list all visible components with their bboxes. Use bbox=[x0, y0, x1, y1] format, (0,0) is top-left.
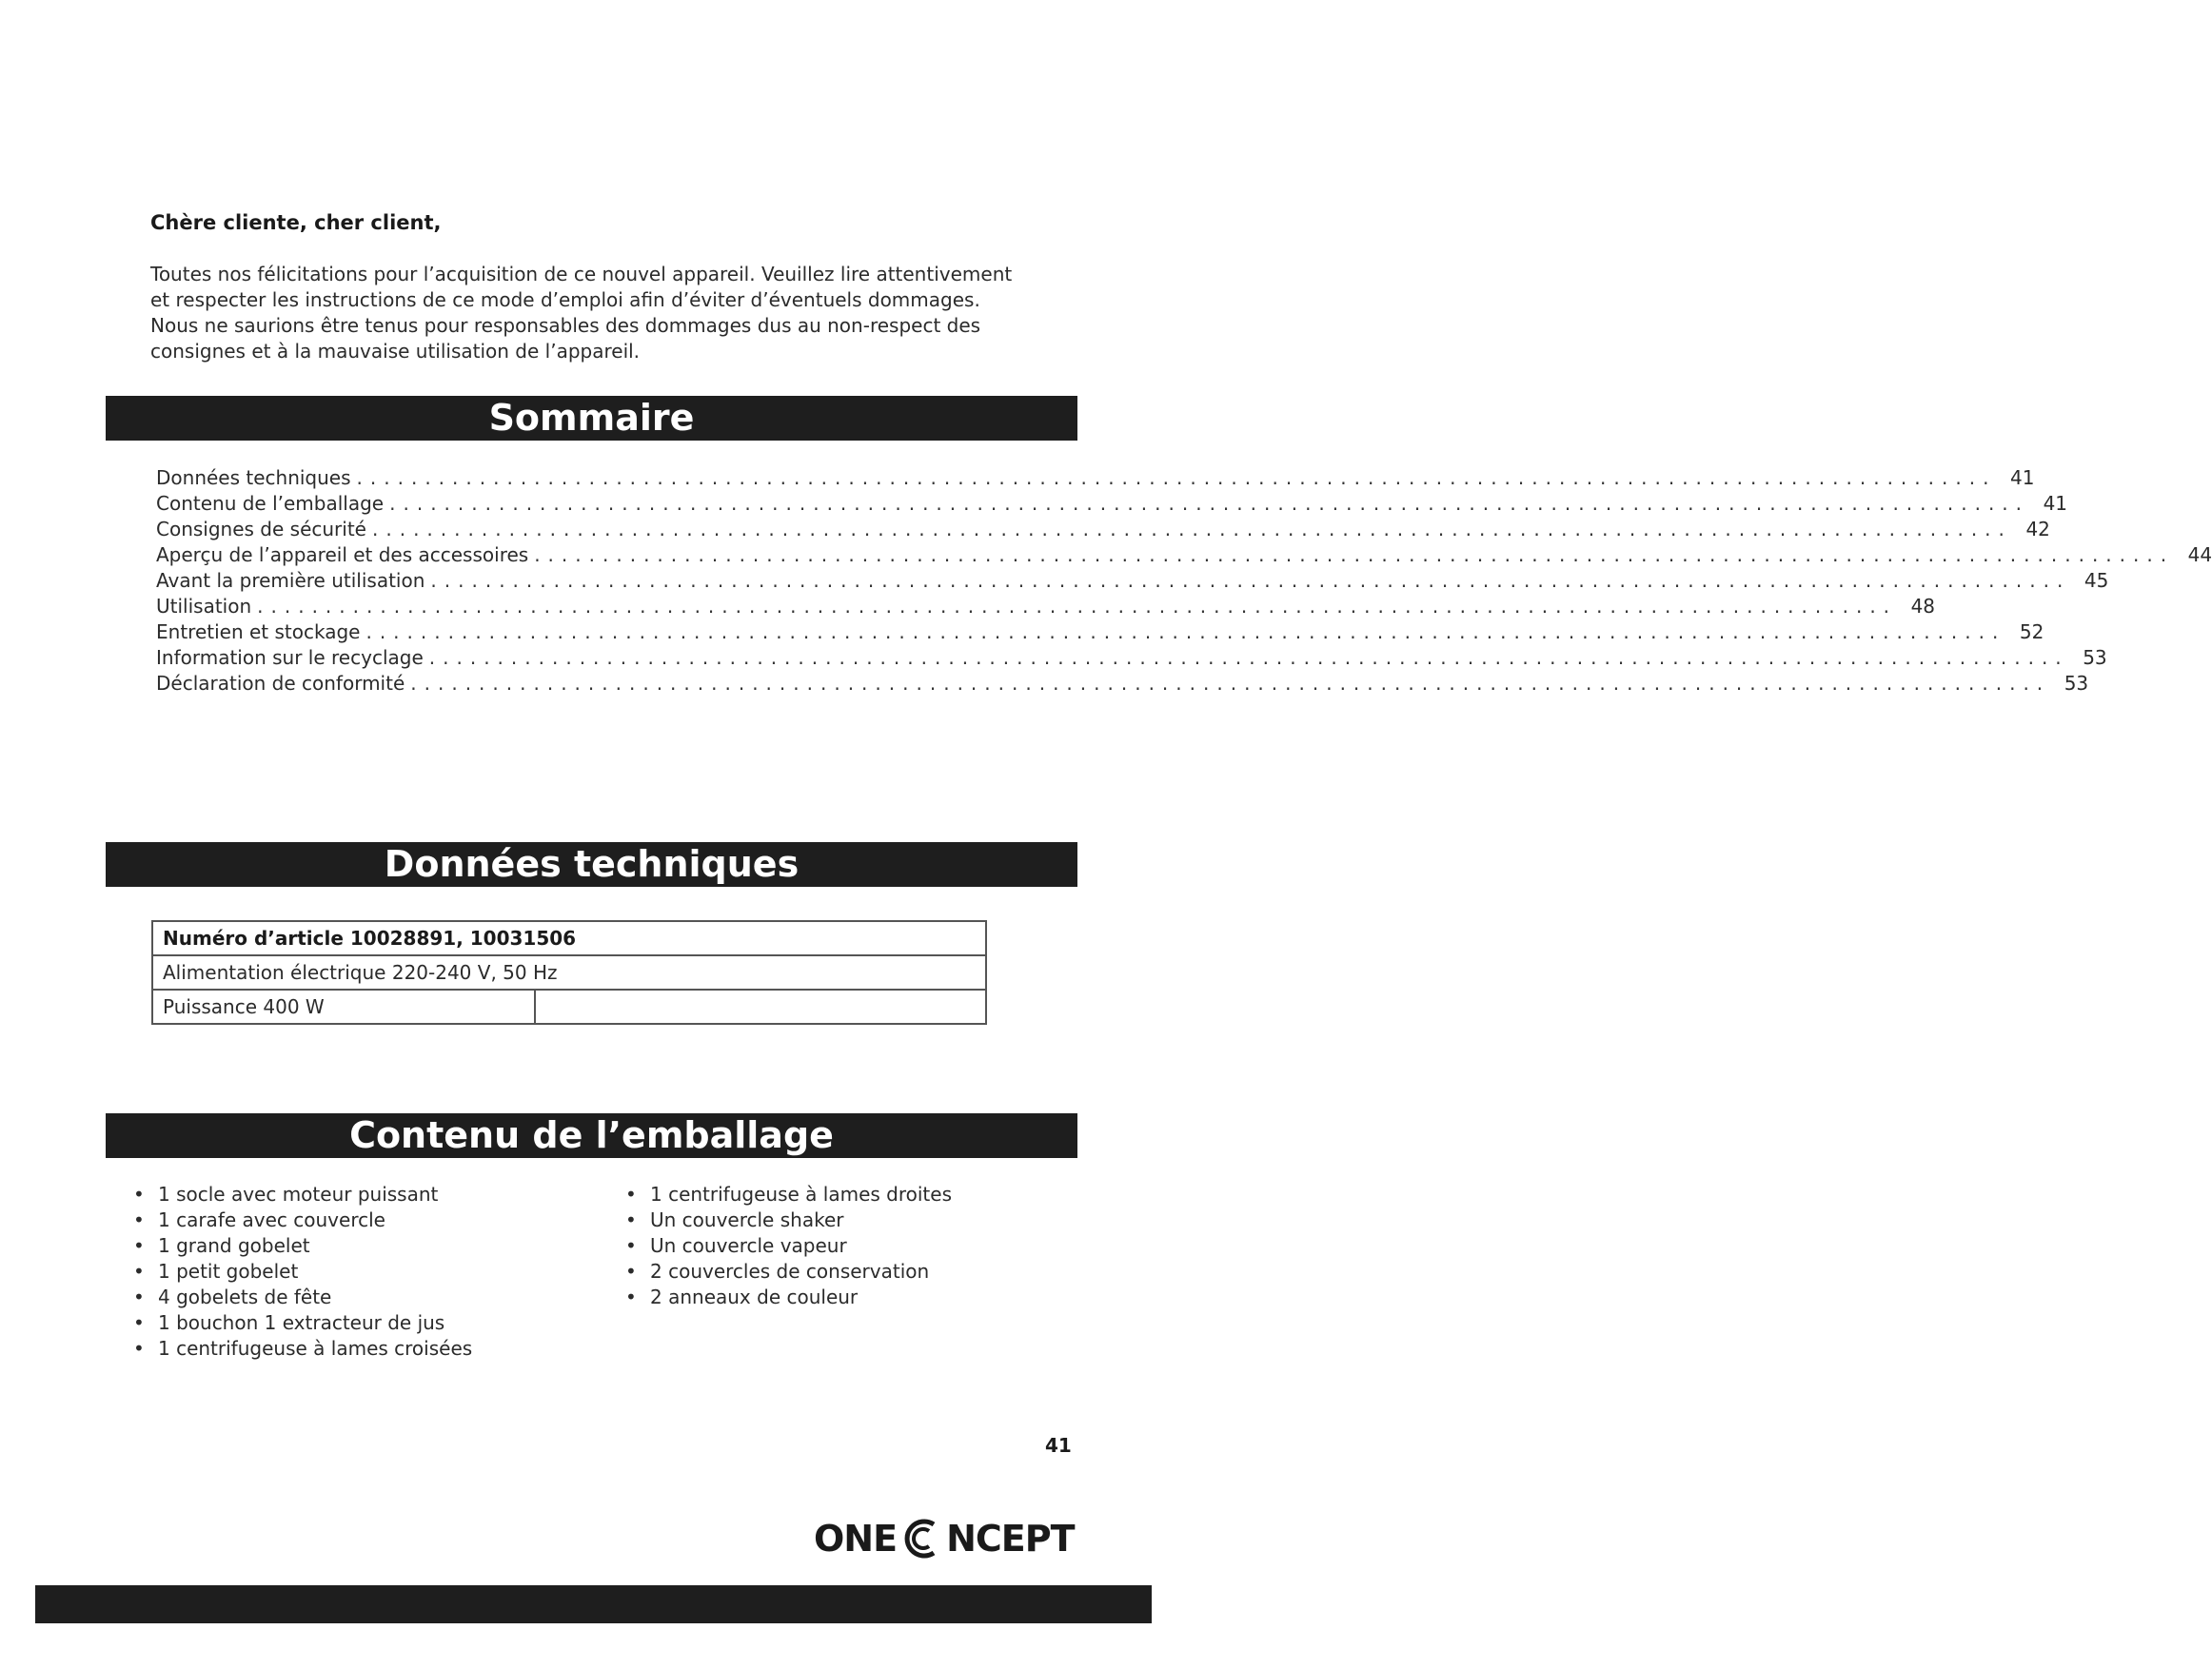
toc-entry[interactable] bbox=[156, 465, 2035, 491]
list-item-text: 1 centrifugeuse à lames croisées bbox=[158, 1337, 473, 1360]
list-item bbox=[133, 1336, 472, 1362]
bullet: • bbox=[625, 1234, 637, 1257]
list-item bbox=[625, 1259, 952, 1285]
list-item bbox=[133, 1310, 472, 1336]
list-item-text: 2 anneaux de couleur bbox=[650, 1286, 859, 1308]
toc-leader: ........................................................................................................................ bbox=[356, 466, 1997, 489]
article-number-cell: Numéro d’article 10028891, 10031506 bbox=[152, 921, 986, 955]
toc-page: 53 bbox=[2083, 646, 2107, 669]
toc-leader: ........................................................................................................................ bbox=[365, 620, 2006, 643]
list-item bbox=[133, 1208, 472, 1233]
bullet: • bbox=[625, 1286, 637, 1308]
bullet: • bbox=[133, 1337, 145, 1360]
contents-heading: Contenu de l’emballage bbox=[106, 1113, 1077, 1158]
intro-line: et respecter les instructions de ce mode d’emploi afin d’éviter d’éventuels dommages. bbox=[150, 288, 980, 311]
table-row bbox=[152, 990, 986, 1024]
bullet: • bbox=[625, 1208, 637, 1231]
bullet: • bbox=[625, 1260, 637, 1283]
toc-entry[interactable] bbox=[156, 645, 2107, 671]
brand-logo bbox=[814, 1515, 1075, 1562]
power-cell: Puissance 400 W bbox=[152, 990, 535, 1024]
intro-line: Toutes nos félicitations pour l’acquisition de ce nouvel appareil. Veuillez lire attentivement bbox=[150, 263, 1013, 285]
toc-leader: ........................................................................................................................ bbox=[410, 672, 2051, 695]
bullet: • bbox=[133, 1234, 145, 1257]
toc-entry[interactable] bbox=[156, 671, 2089, 697]
toc-page: 42 bbox=[2025, 518, 2050, 540]
toc-title: Avant la première utilisation bbox=[156, 569, 425, 592]
toc-title: Information sur le recyclage bbox=[156, 646, 424, 669]
list-item-text: Un couvercle vapeur bbox=[650, 1234, 847, 1257]
toc-entry[interactable] bbox=[156, 491, 2068, 517]
toc-title: Entretien et stockage bbox=[156, 620, 361, 643]
contents-list-right bbox=[625, 1182, 952, 1310]
page-number: 41 bbox=[1045, 1434, 1072, 1457]
list-item bbox=[133, 1233, 472, 1259]
toc-title: Aperçu de l’appareil et des accessoires bbox=[156, 543, 529, 566]
toc-page: 45 bbox=[2084, 569, 2109, 592]
brand-text-part: ONE bbox=[814, 1518, 898, 1560]
empty-cell bbox=[535, 990, 986, 1024]
toc-page: 53 bbox=[2064, 672, 2089, 695]
toc-title: Données techniques bbox=[156, 466, 351, 489]
table-row bbox=[152, 955, 986, 990]
list-item-text: 1 petit gobelet bbox=[158, 1260, 299, 1283]
greeting: Chère cliente, cher client, bbox=[150, 211, 442, 234]
brand-text-part: NCEPT bbox=[946, 1518, 1075, 1560]
footer-bar bbox=[35, 1585, 1152, 1623]
toc-page: 52 bbox=[2019, 620, 2044, 643]
toc-page: 44 bbox=[2187, 543, 2212, 566]
toc-leader: ........................................................................................................................ bbox=[372, 518, 2012, 540]
brand-c-icon bbox=[898, 1515, 945, 1562]
toc-entry[interactable] bbox=[156, 517, 2050, 542]
list-item-text: 2 couvercles de conservation bbox=[650, 1260, 930, 1283]
list-item bbox=[625, 1208, 952, 1233]
bullet: • bbox=[133, 1260, 145, 1283]
list-item-text: 1 bouchon 1 extracteur de jus bbox=[158, 1311, 445, 1334]
list-item bbox=[625, 1182, 952, 1208]
toc-page: 48 bbox=[1910, 595, 1936, 618]
intro-paragraph bbox=[150, 262, 1083, 364]
toc-page: 41 bbox=[2043, 492, 2068, 515]
specs-table bbox=[151, 920, 987, 1025]
list-item-text: 1 carafe avec couvercle bbox=[158, 1208, 385, 1231]
toc-entry[interactable] bbox=[156, 594, 1936, 619]
toc-leader: ........................................................................................................................ bbox=[257, 595, 1898, 618]
toc-leader: ........................................................................................................................ bbox=[534, 543, 2175, 566]
toc-title: Contenu de l’emballage bbox=[156, 492, 385, 515]
toc-page: 41 bbox=[2009, 466, 2035, 489]
bullet: • bbox=[133, 1183, 145, 1206]
toc-leader: ........................................................................................................................ bbox=[428, 646, 2069, 669]
toc-leader: ........................................................................................................................ bbox=[430, 569, 2071, 592]
list-item bbox=[133, 1182, 472, 1208]
summary-heading: Sommaire bbox=[106, 396, 1077, 441]
toc-entry[interactable] bbox=[156, 619, 2044, 645]
toc-title: Déclaration de conformité bbox=[156, 672, 405, 695]
power-supply-cell: Alimentation électrique 220-240 V, 50 Hz bbox=[152, 955, 986, 990]
contents-list-left bbox=[133, 1182, 472, 1362]
table-row bbox=[152, 921, 986, 955]
bullet: • bbox=[133, 1208, 145, 1231]
list-item bbox=[133, 1259, 472, 1285]
bullet: • bbox=[133, 1311, 145, 1334]
list-item-text: 4 gobelets de fête bbox=[158, 1286, 332, 1308]
toc-title: Consignes de sécurité bbox=[156, 518, 366, 540]
list-item bbox=[625, 1233, 952, 1259]
bullet: • bbox=[625, 1183, 637, 1206]
specs-heading: Données techniques bbox=[106, 842, 1077, 887]
list-item-text: 1 socle avec moteur puissant bbox=[158, 1183, 439, 1206]
toc-title: Utilisation bbox=[156, 595, 252, 618]
list-item bbox=[625, 1285, 952, 1310]
toc-leader: ........................................................................................................................ bbox=[389, 492, 2030, 515]
list-item-text: Un couvercle shaker bbox=[650, 1208, 844, 1231]
list-item-text: 1 centrifugeuse à lames droites bbox=[650, 1183, 952, 1206]
toc-entry[interactable] bbox=[156, 568, 2109, 594]
table-of-contents bbox=[156, 465, 2212, 697]
list-item bbox=[133, 1285, 472, 1310]
toc-entry[interactable] bbox=[156, 542, 2212, 568]
bullet: • bbox=[133, 1286, 145, 1308]
intro-line: Nous ne saurions être tenus pour responsables des dommages dus au non-respect des bbox=[150, 314, 981, 337]
list-item-text: 1 grand gobelet bbox=[158, 1234, 310, 1257]
intro-line: consignes et à la mauvaise utilisation de l’appareil. bbox=[150, 340, 641, 363]
